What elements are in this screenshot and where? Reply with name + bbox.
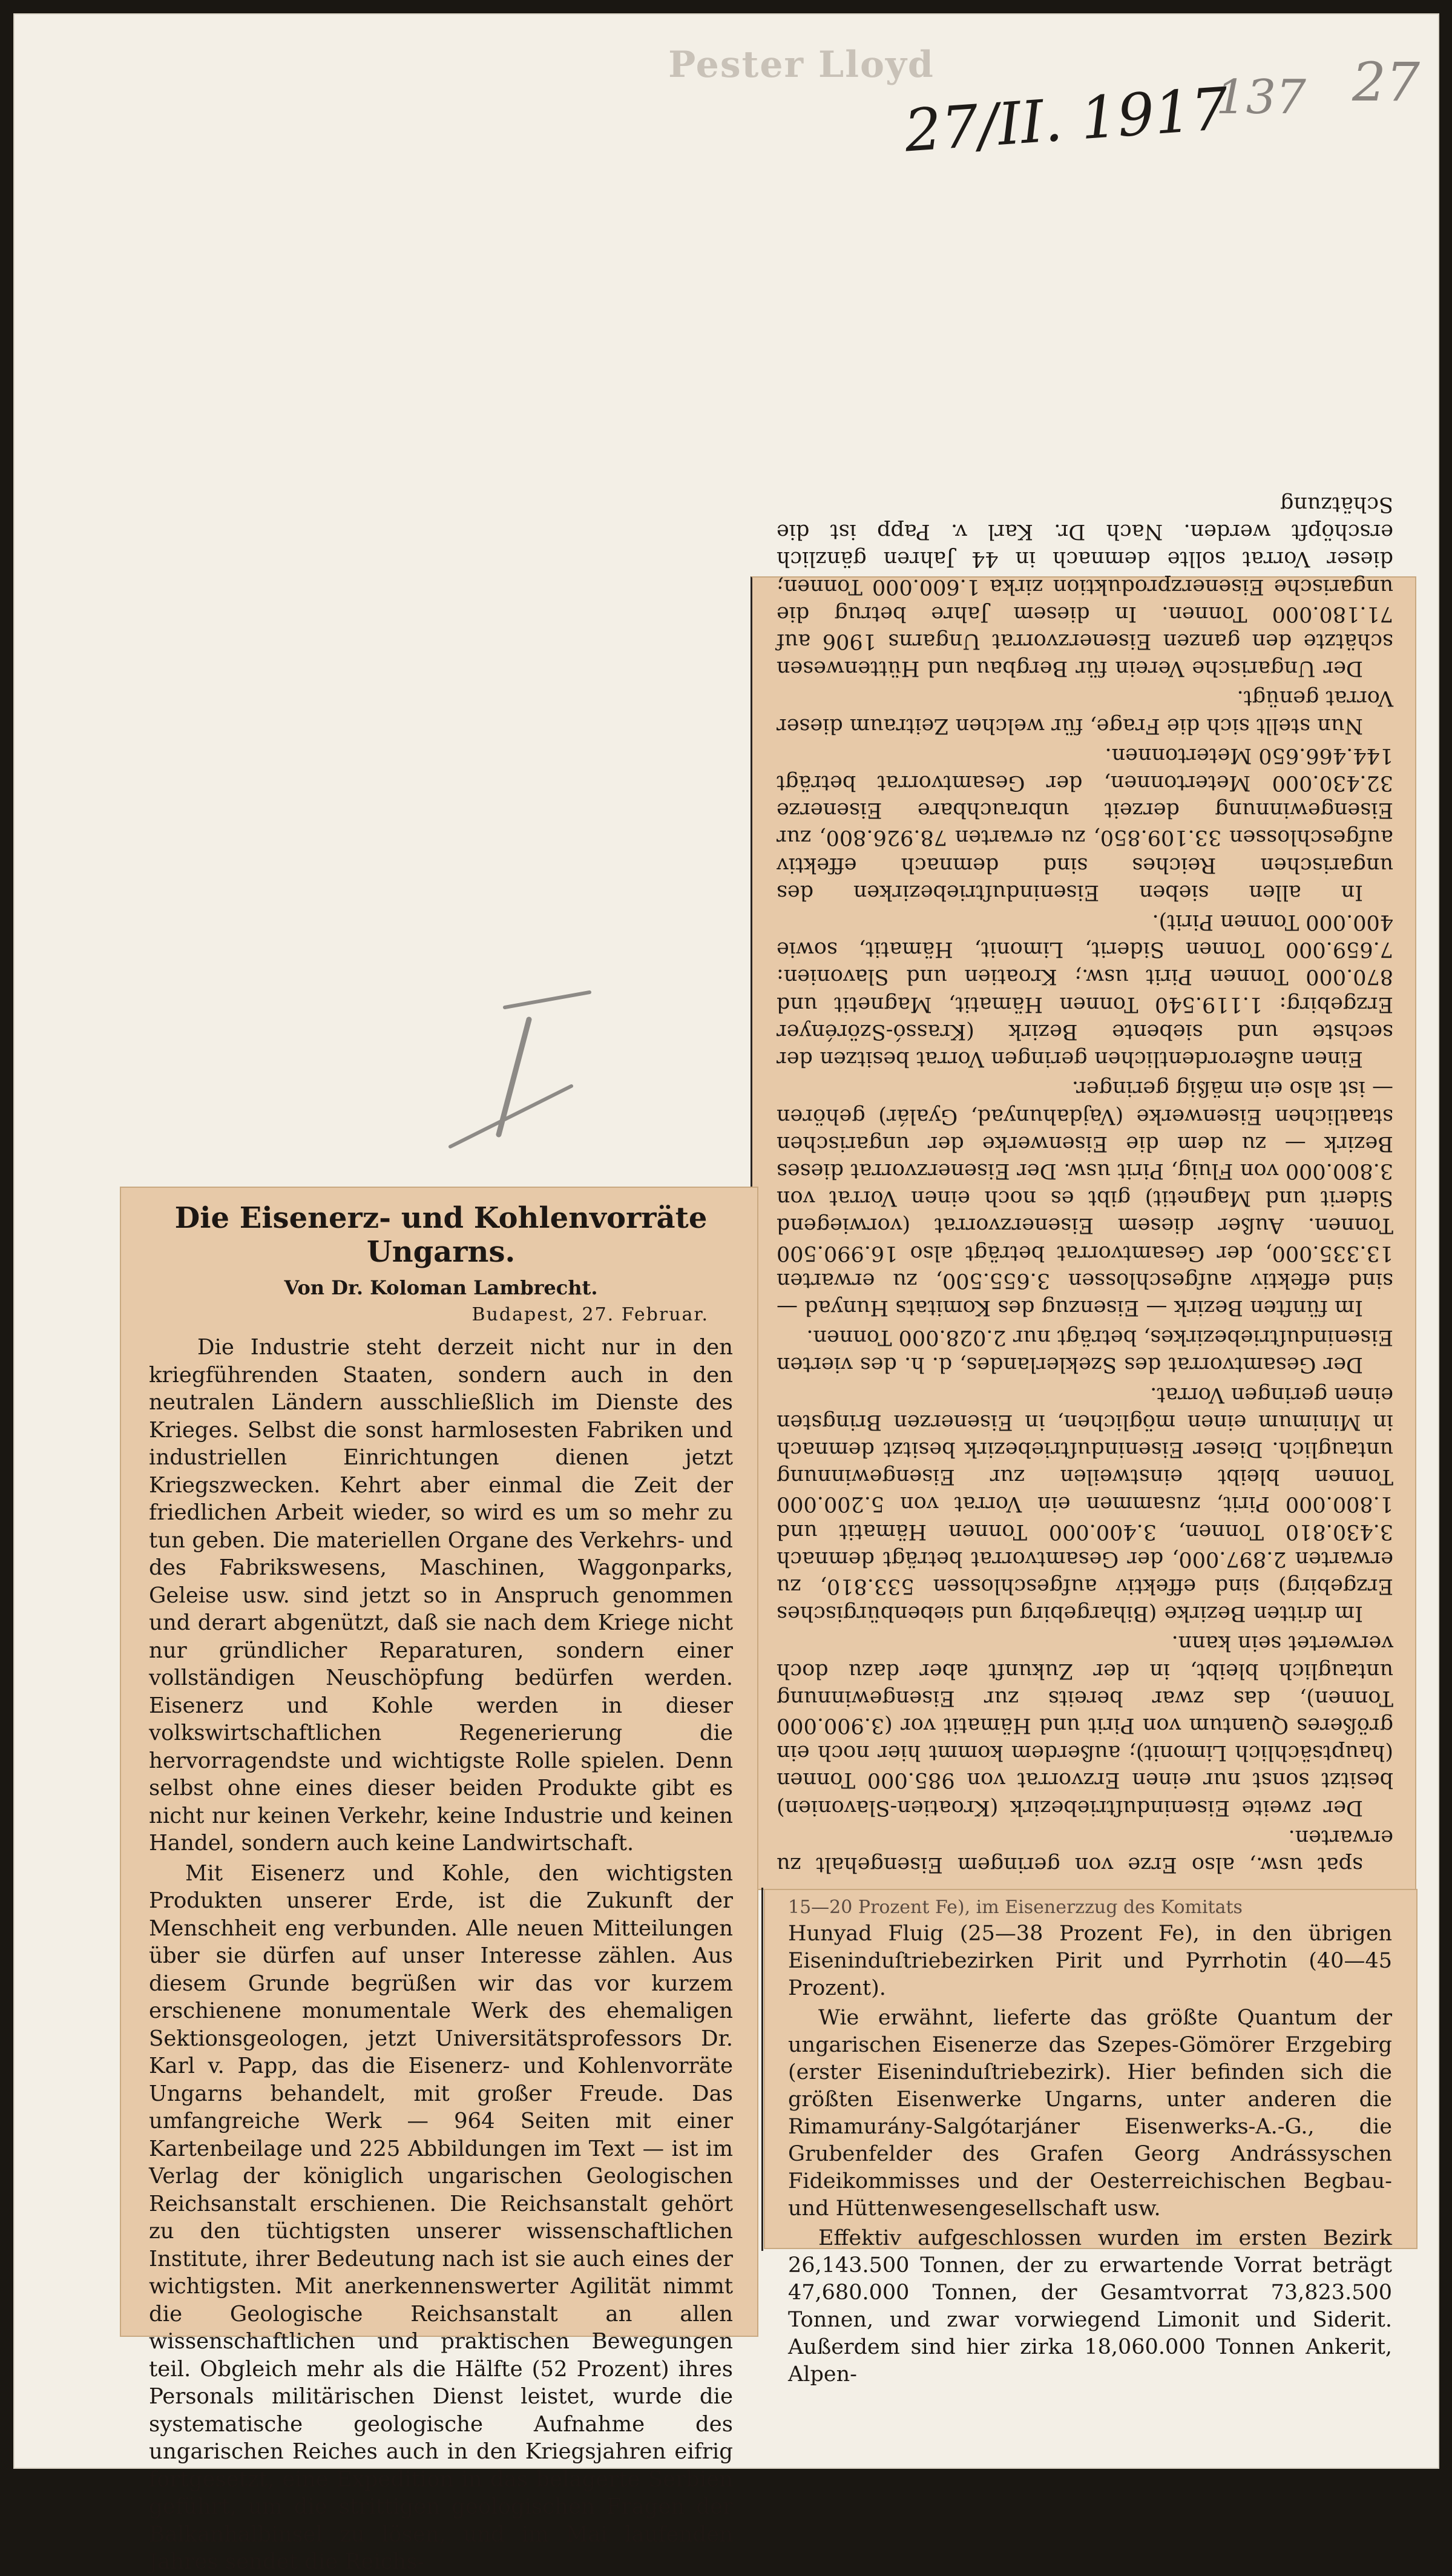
upside-down-paragraph: spat usw., also Erze von geringem Eisengehalt zu erwarten.: [777, 1825, 1393, 1877]
upside-down-paragraph: Im fünften Bezirk — Eisenzug des Komitats Hunyad — sind effektiv aufgeschlossen 3.655.500, zu erwarten 13.335.000, der Gesamtvorrat beträgt also 16.990.500 Tonnen. Außer diesem Eisenerzvorrat (vorwiegend Siderit und Magnetit) gibt es noch einen Vorrat von 3.800.000 von Fluig, Pirit usw. Der Eisenerzvorrat dieses Bezirk — zu dem die Eisenwerke der ungarischen staatlichen Eisenwerke (Vajdahunyad, Gyalár) gehören — ist also ein mäßig geringer.: [777, 1076, 1393, 1320]
upside-down-paragraph: Der Gesamtvorrat des Szeklerlandes, d. h. des vierten Eiseninduſtriebezirkes, beträgt nur 2.028.000 Tonnen.: [777, 1325, 1393, 1377]
article-paragraph: Mit Eisenerz und Kohle, den wichtigsten Produkten unserer Erde, ist die Zukunft der Menschheit eng verbunden. Alle neuen Mitteilungen über sie dürfen auf unser Interesse zählen. Aus diesem Grunde begrüßen wir das vor kurzem erschienene monumentale Werk des ehemaligen Sektionsgeologen, jetzt Universitätsprofessors Dr. Karl v. Papp, das die Eisenerz- und Kohlenvorräte Ungarns behandelt, mit großer Freude. Das umfangreiche Werk — 964 Seiten mit einer Kartenbeilage und 225 Abbildungen im Text — ist im Verlag der königlich ungarischen Geologischen Reichsanstalt erschienen. Die Reichsanstalt gehört zu den tüchtigsten unserer wissenschaftlichen Institute, ihrer Bedeutung nach ist sie auch eines der wichtigsten. Mit anerkennenswerter Agilität nimmt die Geologische Reichsanstalt an allen wissenschaftlichen und praktischen Bewegungen teil. Obgleich mehr als die Hälfte (52 Prozent) ihres Personals militärischen Dienst leistet, wurde die systematische geologische Aufnahme des ungarischen Reiches auch in den Kriegsjahren eifrig fortgesetzt, eine Expedition in das belagerte Serbien geführt, um die strittigen geologischen Fragen der Balkanhalbinsel zu lösen, und im Mai laufenden Jahres sendet die Reichs-: [149, 1860, 733, 2574]
article-body: [149, 1334, 733, 2576]
article-title: Die Eisenerz- und Kohlenvorräte Ungarns.: [174, 1201, 708, 1269]
continuation-paragraph: Hunyad Fluig (25—38 Prozent Fe), in den übrigen Eiseninduſtriebezirken Pirit und Pyrrhotin (40—45 Prozent).: [788, 1922, 1392, 2000]
continuation-paragraph: Wie erwähnt, lieferte das größte Quantum der ungarischen Eisenerze das Szepes-Gömörer Erzgebirg (erster Eiseninduſtriebezirk). Hier befinden sich die größten Eisenwerke Ungarns, unter anderen die Rimamurány-Salgótarjáner Eisenwerks-A.-G., die Grubenfelder des Grafen Georg Andrássyschen Fideikommisses und der Oesterreichischen Begbau- und Hüttenwesengesellschaft usw.: [788, 2006, 1392, 2221]
handwritten-page-number: 27: [1352, 51, 1420, 113]
cut-off-line: 15—20 Prozent Fe), im Eisenerzzug des Komitats: [788, 1897, 1243, 1918]
upside-down-paragraph: Im dritten Bezirke (Bihargebirg und siebenbürgisches Erzgebirg) sind effektiv aufgeschlossen 533.810, zu erwarten 2.897.000, der Gesamtvorrat beträgt demnach 3.430.810 Tonnen, 3.400.000 Tonnen Hämatit und 1.800.000 Pirit, zusammen ein Vorrat von 5.200.000 Tonnen bleibt einstweilen zur Eisengewinnung untauglich. Dieser Eiseninduſtriebezirk besitzt demnach in Minimum einen möglichen, in Eisenerzen Bringsten einen geringen Vorrat.: [777, 1382, 1393, 1626]
upside-down-clipping: [751, 492, 1416, 1890]
newspaper-stamp: Pester Lloyd: [668, 44, 935, 86]
article-paragraph: Die Industrie steht derzeit nicht nur in den kriegführenden Staaten, sondern auch in den neutralen Ländern ausschließlich im Dienste des Krieges. Selbst die sonst harmlosesten Fabriken und industriellen Einrichtungen dienen jetzt Kriegszwecken. Kehrt aber einmal die Zeit der friedlichen Arbeit wieder, so wird es um so mehr zu tun geben. Die materiellen Organe des Verkehrs- und des Fabrikswesens, Maschinen, Waggonparks, Geleise usw. sind jetzt so in Anspruch genommen und derart abgenützt, daß sie nach dem Kriege nicht nur gründlicher Reparaturen, sondern einer vollständigen Neuschöpfung bedürfen werden. Eisenerz und Kohle werden in dieser volkswirtschaftlichen Regenerierung die hervorragendste und wichtigste Rolle spielen. Denn selbst ohne eines dieser beiden Produkte gibt es nicht nur keinen Verkehr, keine Industrie und keinen Handel, sondern auch keine Landwirtschaft.: [149, 1335, 733, 1856]
article-author: Von Dr. Koloman Lambrecht.: [284, 1276, 598, 1299]
continuation-clipping: [764, 1889, 1418, 2387]
continuation-body: [788, 1920, 1392, 2388]
handwritten-date: 27/II. 1917: [902, 74, 1230, 165]
article-clipping: [120, 1187, 758, 2574]
upside-down-paragraph: Der Ungarische Verein für Bergbau und Hüttenwesen schätzte den ganzen Eisenerzvorrat Ungarns 1906 auf 71.180.000 Tonnen. In diesem Jahre betrug die ungarische Eisenerzproduktion zirka 1.600.000 Tonnen; dieser Vorrat sollte demnach in 44 Jahren gänzlich erschöpft werden. Nach Dr. Karl v. Papp ist die Schätzung: [777, 492, 1393, 681]
upside-down-paragraph: Der zweite Eiseninduſtriebezirk (Kroatien-Slavonien) besitzt sonst nur einen Erzvorrat von 985.000 Tonnen (hauptsächlich Limonit); außerdem kommt hier noch ein größeres Quantum von Pirit und Hämatit vor (3.900.000 Tonnen), das zwar bereits zur Eisengewinnung untauglich bleibt, in der Zukunft aber dazu doch verwertet sein kann.: [777, 1631, 1393, 1820]
column-rule: [761, 1888, 763, 2251]
upside-down-paragraph: In allen sieben Eiseninduſtriebezirken des ungarischen Reiches sind demnach effektiv aufgeschlossen 33.109.850, zu erwarten 78.926.800, zur Eisengewinnung derzeit unbrauchbare Eisenerze 32.430.000 Metertonnen, der Gesamtvorrat beträgt 144.466.650 Metertonnen.: [777, 743, 1393, 904]
upside-down-paragraph: Einen außerordentlichen geringen Vorrat besitzen der sechste und siebente Bezirk (Krassó-Szörényer Erzgebirg: 1.119.540 Tonnen Hämatit, Magnetit und 870.000 Tonnen Pirit usw.; Kroatien und Slavonien: 7.659.000 Tonnen Siderit, Limonit, Hämatit, sowie 400.000 Tonnen Pirit).: [777, 910, 1393, 1072]
continuation-paragraph: Effektiv aufgeschlossen wurden im ersten Bezirk 26,143.500 Tonnen, der zu erwartende Vorrat beträgt 47,680.000 Tonnen, der Gesamtvorrat 73,823.500 Tonnen, und zwar vorwiegend Limonit und Siderit. Außerdem sind hier zirka 18,060.000 Tonnen Ankerit, Alpen-: [788, 2226, 1392, 2387]
upside-down-text: [777, 490, 1393, 1878]
upside-down-paragraph: Nun stellt sich die Frage, für welchen Zeitraum dieser Vorrat genügt.: [777, 686, 1393, 738]
handwritten-number: 137: [1216, 70, 1306, 125]
pencil-mark-roman-one: [438, 983, 620, 1177]
article-dateline: Budapest, 27. Februar.: [471, 1304, 709, 1325]
